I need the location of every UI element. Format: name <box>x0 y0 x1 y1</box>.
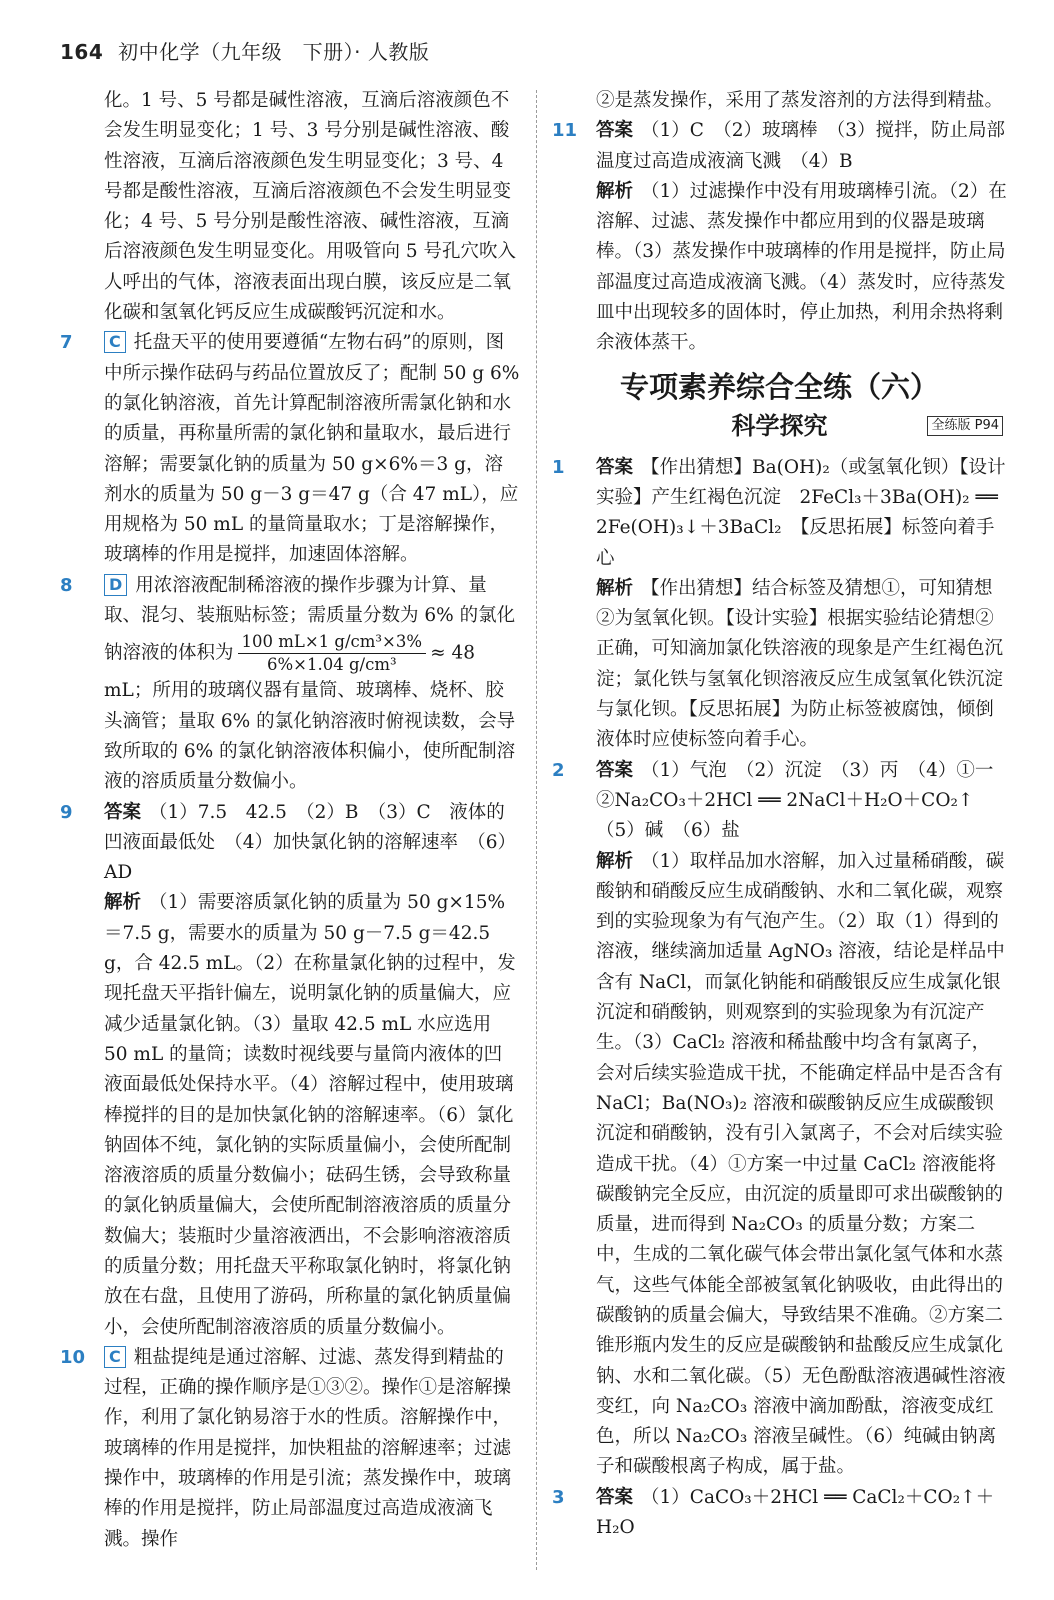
intro-text: 化。1 号、5 号都是碱性溶液，互滴后溶液颜色不会发生明显变化；1 号、3 号分别是碱性溶液、酸性溶液，互滴后溶液颜色发生明显变化；3 号、4 号都是酸性溶液，互滴后溶液颜色不会发生明显变化；4 号、5 号分别是酸性溶液、碱性溶液，互滴后溶液颜色发生明显变化。用吸管向 5 号孔穴吹入人呼出的气体，溶液表面出现白膜，该反应是二氧化碳和氢氧化钙反应生成碳酸钙沉淀和水。 <box>104 90 517 324</box>
question-number: 11 <box>552 120 578 142</box>
question-number: 10 <box>60 1346 86 1368</box>
question-number: 2 <box>552 759 565 781</box>
page-reference-tag: 全练版 P94 <box>927 416 1003 436</box>
explanation <box>596 177 1007 359</box>
column-divider <box>536 90 537 1570</box>
question-text: 托盘天平的使用要遵循“左物右码”的原则，图中所示操作砝码与药品位置放反了；配制 50 g 6% 的氯化钠溶液，首先计算配制溶液所需氯化钠和水的质量，再称量所需的氯化钠和量取水，最后进行溶解；需要氯化钠的质量为 50 g×6%＝3 g，溶剂水的质量为 50 g－3 g＝47 g（合 47 mL），应用规格为 50 mL 的量筒量取水；丁是溶解操作，玻璃棒的作用是搅拌，加速固体溶解。 <box>104 332 520 566</box>
question-number: 1 <box>552 456 565 478</box>
page-header <box>60 36 429 65</box>
question-9 <box>60 798 520 1343</box>
question-text-cont: ≈ 48 mL；所用的玻璃仪器有量筒、玻璃棒、烧杯、胶头滴管；量取 6% 的氯化钠溶液时俯视读数，会导致所取的 6% 的氯化钠溶液体积偏小，使所配制溶液的溶质质量分数偏小。 <box>104 642 516 793</box>
section-subtitle: 科学探究 <box>731 411 828 440</box>
question-text: 用浓溶液配制稀溶液的操作步骤为计算、量取、混匀、装瓶贴标签；需质量分数为 6% 的氯化钠溶液的体积为 <box>104 574 516 664</box>
section-question-2 <box>552 756 1012 1483</box>
answer-label: 答案 <box>596 759 634 781</box>
continued-paragraph <box>552 86 1007 116</box>
question-8 <box>60 571 520 798</box>
answer-label: 答案 <box>596 456 634 478</box>
explanation-text: 【作出猜想】结合标签及猜想①，可知猜想②为氢氧化钡。【设计实验】根据实验结论猜想②正确，可知滴加氯化铁溶液的现象是产生红褐色沉淀；氯化铁与氢氧化钡溶液反应生成氢氧化铁沉淀与氯化钡。【反思拓展】为防止标签被腐蚀，倾倒液体时应使标签向着手心。 <box>596 577 1004 751</box>
question-number: 8 <box>60 574 73 596</box>
book-title: 初中化学（九年级 下册）· 人教版 <box>118 40 430 64</box>
question-11 <box>552 116 1007 358</box>
continued-text: ②是蒸发操作，采用了蒸发溶剂的方法得到精盐。 <box>596 90 1004 111</box>
answer-text: （1）C （2）玻璃棒 （3）搅拌，防止局部温度过高造成液滴飞溅 （4）B <box>596 120 1005 172</box>
answer-text: （1）7.5 42.5 （2）B （3）C 液体的凹液面最低处 （4）加快氯化钠的溶解速率 （6）AD <box>104 801 517 884</box>
explanation <box>596 847 1007 1483</box>
answer-label: 答案 <box>596 1486 634 1508</box>
section-question-1 <box>552 453 1007 756</box>
continued-paragraph <box>60 86 520 328</box>
right-column <box>552 86 1012 1543</box>
explanation-text: （1）过滤操作中没有用玻璃棒引流。（2）在溶解、过滤、蒸发操作中都应用到的仪器是玻璃棒。（3）蒸发操作中玻璃棒的作用是搅拌，防止局部温度过高造成液滴飞溅。（4）蒸发时，应待蒸发皿中出现较多的固体时，停止加热，利用余热将剩余液体蒸干。 <box>596 180 1007 354</box>
fraction-denominator: 6%×1.04 g/cm³ <box>266 655 397 675</box>
question-text: 粗盐提纯是通过溶解、过滤、蒸发得到精盐的过程，正确的操作顺序是①③②。操作①是溶解操作，利用了氯化钠易溶于水的性质。溶解操作中，玻璃棒的作用是搅拌，加快粗盐的溶解速率；过滤操作中，玻璃棒的作用是引流；蒸发操作中，玻璃棒的作用是搅拌，防止局部温度过高造成液滴飞溅。操作 <box>104 1346 512 1550</box>
section-question-3 <box>552 1483 1007 1544</box>
answer-label: 答案 <box>596 120 634 142</box>
explanation <box>596 574 1007 756</box>
answer-choice: C <box>104 331 126 353</box>
left-column <box>60 86 520 1555</box>
explanation-label: 解析 <box>104 892 142 914</box>
question-number: 7 <box>60 332 73 354</box>
subtitle-row <box>552 409 1007 449</box>
answer-choice: C <box>104 1346 126 1368</box>
explanation-label: 解析 <box>596 577 634 599</box>
answer-text: 【作出猜想】Ba(OH)₂（或氢氧化钡）【设计实验】产生红褐色沉淀 2FeCl₃＋3Ba(OH)₂ ══ 2Fe(OH)₃↓＋3BaCl₂ 【反思拓展】标签向着手心 <box>596 456 1006 569</box>
explanation <box>104 888 520 1342</box>
answer-text: （1）CaCO₃＋2HCl ══ CaCl₂＋CO₂↑＋H₂O <box>596 1486 995 1539</box>
explanation-label: 解析 <box>596 850 634 872</box>
section-title: 专项素养综合全练（六） <box>619 369 939 404</box>
answer-label: 答案 <box>104 801 142 823</box>
page-number: 164 <box>60 40 104 64</box>
question-number: 9 <box>60 801 73 823</box>
question-number: 3 <box>552 1486 565 1508</box>
question-10 <box>60 1343 520 1555</box>
fraction-numerator: 100 mL×1 g/cm³×3% <box>238 631 427 654</box>
explanation-label: 解析 <box>596 180 634 202</box>
explanation-text: （1）取样品加水溶解，加入过量稀硝酸，碳酸钠和硝酸反应生成硝酸钠、水和二氧化碳，观察到的实验现象为有气泡产生。（2）取（1）得到的溶液，继续滴加适量 AgNO₃ 溶液，结论是样品中含有 NaCl，而氯化钠能和硝酸银反应生成氯化银沉淀和硝酸钠，则观察到的实验现象为有沉淀产生。（3）CaCl₂ 溶液和稀盐酸中均含有氯离子，会对后续实验造成干扰，不能确定样品中是否含有 NaCl；Ba(NO₃)₂ 溶液和碳酸钠反应生成碳酸钡沉淀和硝酸钠，没有引入氯离子，不会对后续实验造成干扰。（4）①方案一中过量 CaCl₂ 溶液能将碳酸钠完全反应，由沉淀的质量即可求出碳酸钠的质量，进而得到 Na₂CO₃ 的质量分数；方案二中，生成的二氧化碳气体会带出氯化氢气体和水蒸气，这些气体能全部被氢氧化钠吸收，由此得出的碳酸钠的质量会偏大，导致结果不准确。②方案二锥形瓶内发生的反应是碳酸钠和盐酸反应生成氯化钠、水和二氧化碳。（5）无色酚酞溶液遇碱性溶液变红，向 Na₂CO₃ 溶液中滴加酚酞，溶液变成红色，所以 Na₂CO₃ 溶液呈碱性。（6）纯碱由钠离子和碳酸根离子构成，属于盐。 <box>596 850 1006 1478</box>
explanation-text: （1）需要溶质氯化钠的质量为 50 g×15%＝7.5 g，需要水的质量为 50 g－7.5 g＝42.5 g，合 42.5 mL。（2）在称量氯化钠的过程中，发现托盘天平指针偏左，说明氯化钠的质量偏大，应减少适量氯化钠。（3）量取 42.5 mL 水应选用 50 mL 的量筒；读数时视线要与量筒内液体的凹液面最低处保持水平。（4）溶解过程中，使用玻璃棒搅拌的目的是加快氯化钠的溶解速率。（6）氯化钠固体不纯，氯化钠的实际质量偏小，会使所配制溶液溶质的质量分数偏小；砝码生锈，会导致称量的氯化钠质量偏大，会使所配制溶液溶质的质量分数偏大；装瓶时少量溶液洒出，不会影响溶液溶质的质量分数；用托盘天平称取氯化钠时，将氯化钠放在右盘，且使用了游码，所称量的氯化钠质量偏小，会使所配制溶液溶质的质量分数偏小。 <box>104 892 516 1338</box>
answer-text: （1）气泡 （2）沉淀 （3）丙 （4）①一 ②Na₂CO₃＋2HCl ══ 2NaCl＋H₂O＋CO₂↑ （5）碱 （6）盐 <box>596 759 1012 842</box>
question-7 <box>60 328 520 570</box>
fraction <box>238 631 427 676</box>
answer-choice: D <box>104 574 127 596</box>
